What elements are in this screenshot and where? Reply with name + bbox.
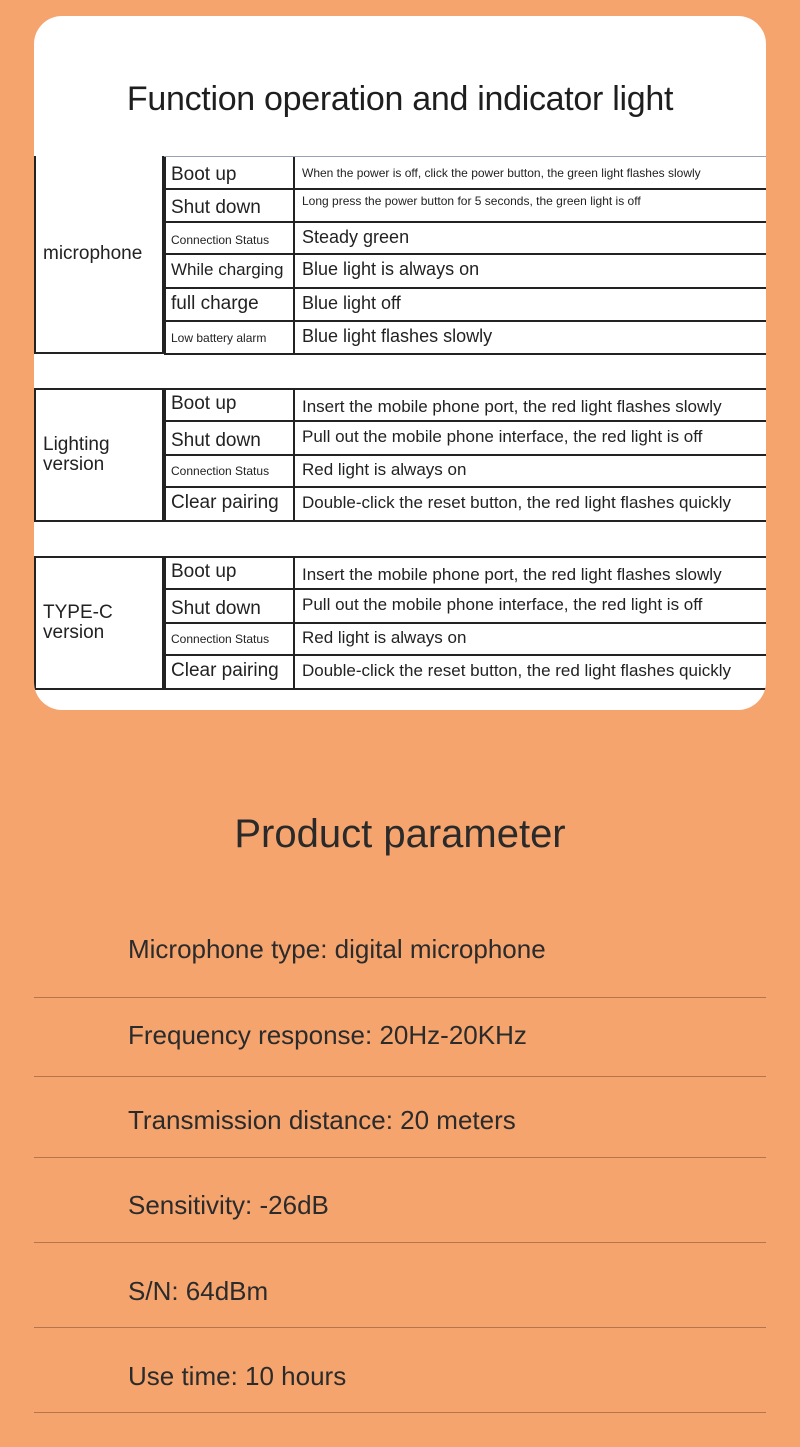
row-key: Boot up — [164, 390, 295, 420]
table-row — [164, 656, 766, 690]
row-value: Blue light flashes slowly — [302, 325, 493, 346]
param-item: Sensitivity: -26dB — [128, 1190, 329, 1220]
section-title: Product parameter — [234, 812, 566, 856]
card-title: Function operation and indicator light — [126, 80, 674, 118]
divider — [34, 1327, 766, 1328]
row-key: Shut down — [164, 590, 295, 622]
table-row — [164, 255, 766, 289]
row-value: Long press the power button for 5 seconds, the green light is off — [302, 194, 641, 208]
table-row — [164, 322, 766, 355]
divider — [34, 1242, 766, 1243]
row-key: Clear pairing — [164, 656, 295, 688]
row-key: Connection Status — [164, 624, 295, 654]
param-item: Transmission distance: 20 meters — [128, 1105, 516, 1135]
row-value: Double-click the reset button, the red light flashes quickly — [302, 660, 732, 680]
row-value: Blue light is always on — [302, 259, 480, 279]
group-label: microphone — [34, 156, 164, 354]
row-key: Clear pairing — [164, 488, 295, 520]
indicator-card — [34, 16, 766, 710]
table-row — [164, 422, 766, 456]
param-item: Frequency response: 20Hz-20KHz — [128, 1020, 527, 1050]
table-row — [164, 558, 766, 590]
row-value: Insert the mobile phone port, the red light flashes slowly — [302, 397, 722, 416]
row-key: full charge — [164, 289, 295, 320]
row-value: Blue light off — [302, 292, 401, 313]
param-item: S/N: 64dBm — [128, 1276, 269, 1306]
table-row — [164, 157, 766, 190]
param-item: Use time: 10 hours — [128, 1361, 347, 1391]
row-value: When the power is off, click the power button, the green light flashes slowly — [302, 165, 701, 180]
table-row — [164, 590, 766, 624]
table-row — [164, 289, 766, 322]
row-key: Connection Status — [164, 456, 295, 486]
row-value: Pull out the mobile phone interface, the red light is off — [302, 426, 703, 446]
divider — [34, 997, 766, 998]
row-key: Boot up — [164, 157, 295, 188]
divider — [34, 1076, 766, 1077]
divider — [34, 1157, 766, 1158]
group-lighting — [34, 388, 766, 522]
row-value: Pull out the mobile phone interface, the red light is off — [302, 594, 703, 614]
group-microphone — [34, 156, 766, 354]
table-row — [164, 456, 766, 488]
row-key: Low battery alarm — [164, 322, 295, 353]
divider — [34, 1412, 766, 1413]
row-key: Shut down — [164, 422, 295, 454]
group-label: Lighting version — [34, 388, 164, 522]
group-typec — [34, 556, 766, 690]
row-key: Boot up — [164, 558, 295, 588]
table-row — [164, 488, 766, 522]
row-value: Red light is always on — [302, 627, 467, 647]
row-key: While charging — [164, 255, 295, 287]
param-item: Microphone type: digital microphone — [128, 934, 546, 964]
row-value: Double-click the reset button, the red light flashes quickly — [302, 492, 732, 512]
table-row — [164, 624, 766, 656]
row-value: Steady green — [302, 226, 410, 247]
table-row — [164, 223, 766, 255]
table-row — [164, 190, 766, 223]
row-key: Shut down — [164, 190, 295, 221]
row-key: Connection Status — [164, 223, 295, 253]
group-label: TYPE-C version — [34, 556, 164, 690]
row-value: Insert the mobile phone port, the red light flashes slowly — [302, 565, 722, 584]
row-value: Red light is always on — [302, 459, 467, 479]
table-row — [164, 390, 766, 422]
